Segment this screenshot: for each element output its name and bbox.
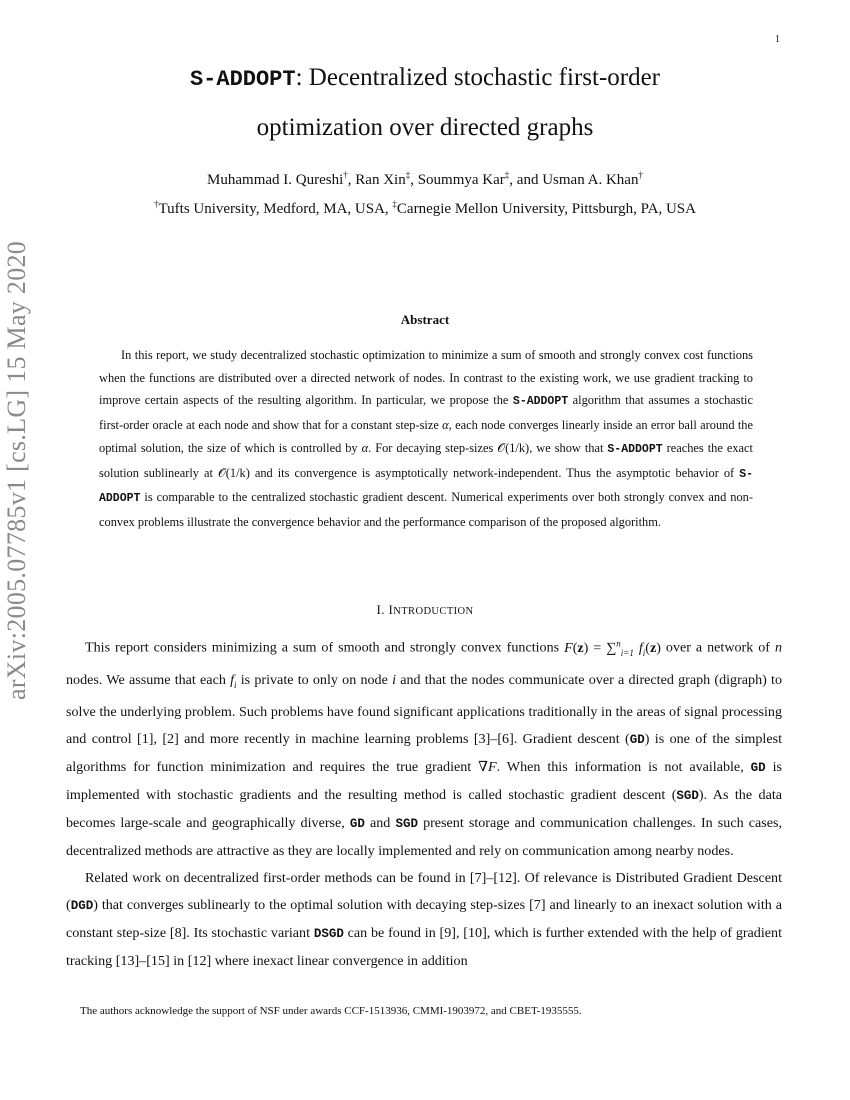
affiliation-cmu: Carnegie Mellon University, Pittsburgh, PA, USA <box>396 201 696 217</box>
title-text: : Decentralized stochastic first-order <box>295 64 661 91</box>
abstract-text: In this report, we study decentralized stochastic optimization to minimize a sum of smooth and strongly convex cost functions when the functions are distributed over a directed network of nodes. In contrast to the existing work, we use gradient tracking to improve certain aspects of the resulting algorithm. In particular, we propose the <box>99 348 753 408</box>
author-separator: , <box>410 172 418 188</box>
abstract-heading: Abstract <box>400 312 450 327</box>
title-algorithm-name: S-ADDOPT <box>189 67 296 92</box>
section-heading <box>0 602 850 618</box>
math-symbol: F <box>564 639 573 656</box>
algorithm-name: SGD <box>676 788 699 803</box>
algorithm-name: DGD <box>70 899 94 914</box>
algorithm-name: S-ADDOPT <box>512 395 569 409</box>
abstract-text: is comparable to the centralized stochastic gradient descent. Numerical experiments over both strongly convex and non-convex problems illustrate the convergence behavior and the performance comparison of the proposed algorithm. <box>99 490 753 529</box>
abstract-text: , each node converges linearly inside an error ball around the optimal solution, the size of which is controlled by <box>99 418 753 455</box>
math-alpha: α <box>442 418 449 433</box>
author-separator: , <box>347 172 356 188</box>
author-name: Usman A. Khan <box>542 172 639 188</box>
funding-footnote: The authors acknowledge the support of NSF under awards CCF-1513936, CMMI-1903972, and CBET-1935555. <box>80 1005 582 1017</box>
body-text: nodes. We assume that each <box>66 671 231 688</box>
math-symbol: i <box>392 671 396 688</box>
author-name: Ran Xin <box>355 172 406 188</box>
paper-title-line-2: optimization over directed graphs <box>256 114 594 141</box>
page-number: 1 <box>775 34 780 45</box>
author-separator: , and <box>509 172 543 188</box>
section-title-rest: NTRODUCTION <box>393 606 474 617</box>
intro-paragraph-2 <box>66 865 782 975</box>
math-symbol: i=1 <box>620 647 634 658</box>
author-name: Soummya Kar <box>417 172 505 188</box>
section-numeral: I. <box>376 602 389 617</box>
body-text: over a network of <box>660 639 775 656</box>
math-objective: F(z) = ∑$^n_{i=1}$ $f_i(z)$ <box>564 638 661 658</box>
arxiv-identifier-stamp: arXiv:2005.07785v1 [cs.LG] 15 May 2020 <box>2 240 31 700</box>
body-text: is implemented with stochastic gradients and the resulting method is called stochastic gradient descent ( <box>66 758 782 803</box>
affiliation-mark: ‡ <box>504 170 510 180</box>
math-symbol: z <box>649 639 657 656</box>
math-alpha: α <box>361 440 369 455</box>
math-symbol: f <box>230 671 235 688</box>
body-text: Related work on decentralized first-order methods can be found in [7]–[12]. Of relevance is Distributed Gradient Descent ( <box>66 870 782 914</box>
abstract-paragraph <box>99 344 753 534</box>
affiliation-mark: ‡ <box>405 170 411 180</box>
affiliation-tufts: Tufts University, Medford, MA, USA, <box>158 201 393 217</box>
affiliation-mark: † <box>343 170 348 180</box>
body-text: present storage and communication challenges. In such cases, decentralized methods are attractive as they are locally implemented and rely on communication among nearby nodes. <box>66 814 782 859</box>
algorithm-name: GD <box>750 760 766 775</box>
abstract-text: algorithm that assumes a stochastic first-order oracle at each node and show that for a constant step-size <box>99 393 753 433</box>
algorithm-name: S-ADDOPT <box>607 442 663 456</box>
algorithm-name: S-ADDOPT <box>99 467 753 506</box>
algorithm-name: DSGD <box>313 927 344 942</box>
author-name: Muhammad I. Qureshi <box>207 172 344 188</box>
body-text: can be found in [9], [10], which is further extended with the help of gradient tracking [13]–[15] in [12] where inexact linear convergence in addition <box>66 925 782 970</box>
math-symbol: ∇ <box>478 758 488 775</box>
abstract-body <box>99 344 753 534</box>
algorithm-name: GD <box>349 816 365 831</box>
algorithm-name: GD <box>629 732 645 747</box>
abstract-text: . For decaying step-sizes <box>368 440 498 455</box>
body-text: This report considers minimizing a sum of smooth and strongly convex functions <box>85 639 565 656</box>
affiliation-mark: † <box>154 199 159 209</box>
math-symbol: n <box>616 638 621 648</box>
body-text: is private to only on node <box>236 671 393 688</box>
math-symbol: ∑ <box>606 639 617 656</box>
abstract-text: and its convergence is asymptotically network-independent. Thus the asymptotic behavior of <box>249 465 740 480</box>
algorithm-name: SGD <box>395 816 418 831</box>
affiliation-mark: † <box>638 170 643 180</box>
math-rate: 𝒪(1/k) <box>217 465 250 480</box>
body-text: . When this information is not available, <box>496 758 751 775</box>
math-symbol: f <box>638 639 643 656</box>
math-symbol: i <box>642 647 646 658</box>
section-title-initial: I <box>388 602 394 617</box>
math-symbol: n <box>774 639 782 656</box>
intro-paragraph-1 <box>66 630 782 865</box>
body-text: ) is one of the simplest algorithms for function minimization and requires the true gradient <box>66 730 782 775</box>
author-list <box>0 170 850 189</box>
math-rate: 𝒪(1/k) <box>497 440 530 455</box>
affiliation-mark: ‡ <box>392 199 397 209</box>
body-text: ) that converges sublinearly to the optimal solution with decaying step-sizes [7] and linearly to an inexact solution with a constant step-size [8]. Its stochastic variant <box>66 897 782 942</box>
abstract-text: , we show that <box>529 440 608 455</box>
body-text: and that the nodes communicate over a directed graph (digraph) to solve the underlying problem. Such problems have found significant applications traditionally in the areas of signal processing and control [1], [2] and more recently in machine learning problems [3]–[6]. Gradient descent ( <box>66 671 783 747</box>
body-text: ). As the data becomes large-scale and geographically diverse, <box>66 786 782 831</box>
math-symbol: z <box>577 639 584 656</box>
body-text: and <box>364 814 396 831</box>
math-symbol: i <box>234 679 237 690</box>
affiliations <box>0 199 850 218</box>
paper-title-line-1 <box>0 64 850 92</box>
abstract-text: reaches the exact solution sublinearly at <box>99 440 753 480</box>
introduction-body <box>66 630 782 975</box>
math-symbol: F <box>487 758 497 775</box>
